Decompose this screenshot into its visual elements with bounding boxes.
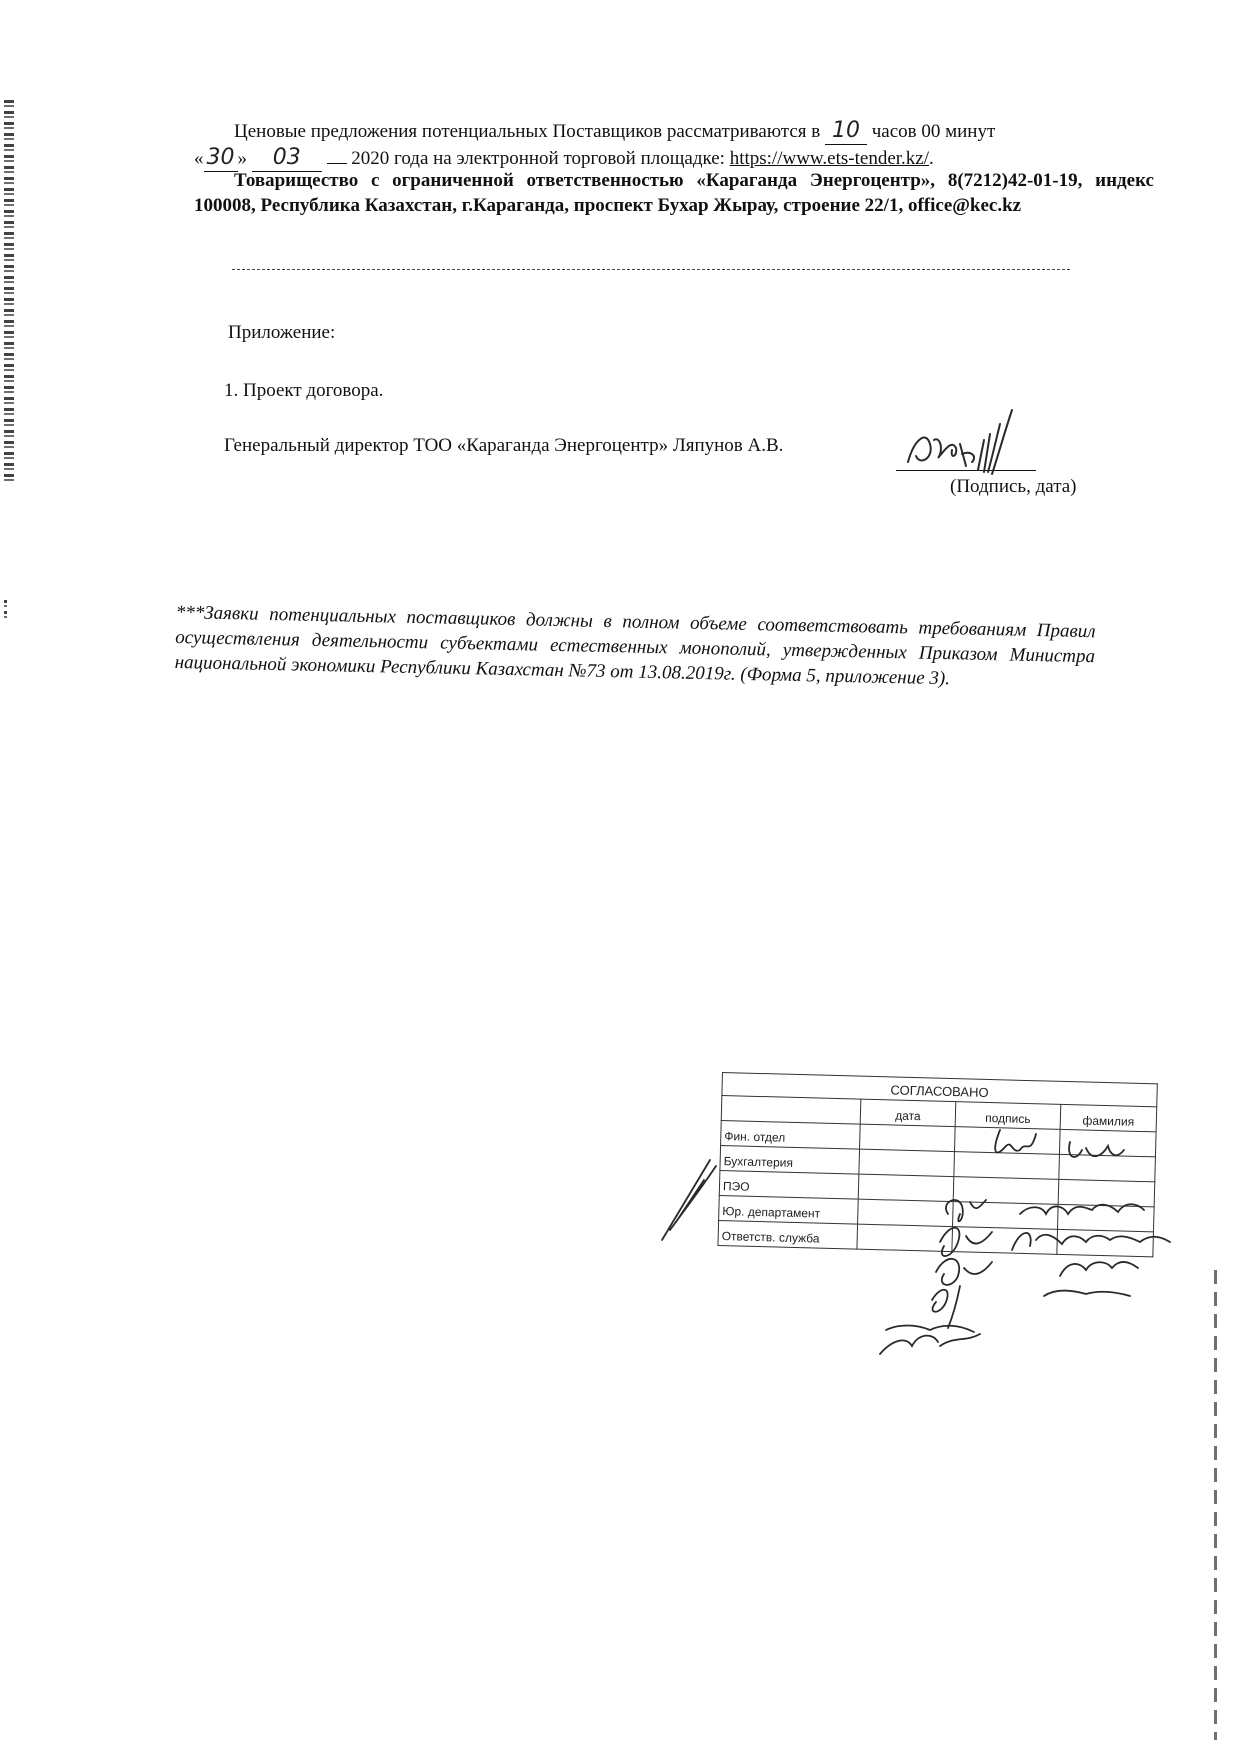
signature-caption: (Подпись, дата) xyxy=(950,476,1077,497)
submission-paragraph xyxy=(194,118,1154,172)
stamp-cell xyxy=(1057,1204,1154,1232)
signatory-line: Генеральный директор ТОО «Караганда Энергоцентр» Ляпунов А.В. xyxy=(224,435,784,456)
stamp-cell xyxy=(1059,1129,1156,1157)
stamp-col-date: дата xyxy=(860,1099,956,1126)
submission-text-year: 2020 года на электронной торговой площадке: xyxy=(351,148,725,169)
stamp-cell xyxy=(953,1177,1059,1205)
stamp-title: СОГЛАСОВАНО xyxy=(722,1073,1157,1107)
footnote-requirements: ***Заявки потенциальных поставщиков должны в полном объеме соответствовать требованиям Правил осуществления деятельности субъектами естественных монополий, утвержденных Приказом Министра национальной экономики Республики Казахстан №73 от 13.08.2019г. (Форма 5, приложение 3). xyxy=(174,601,1096,690)
close-quote: » xyxy=(237,148,247,169)
stamp-row-label: Бухгалтерия xyxy=(720,1145,860,1174)
stamp-cell xyxy=(952,1227,1058,1255)
stamp-col-surname: фамилия xyxy=(1060,1104,1157,1132)
open-quote: « xyxy=(194,148,204,169)
company-details xyxy=(194,168,1154,218)
appendix-title: Приложение: xyxy=(228,322,336,343)
stamp-cell xyxy=(1058,1179,1155,1207)
stamp-cell xyxy=(1059,1154,1156,1182)
signature-line xyxy=(896,470,1036,471)
scan-edge-marks xyxy=(4,100,14,485)
approval-table xyxy=(717,1072,1157,1257)
handwritten-hour: 10 xyxy=(831,118,860,143)
stamp-cell xyxy=(954,1152,1060,1180)
stamp-cell xyxy=(954,1127,1060,1155)
stamp-cell xyxy=(857,1224,953,1251)
submission-text-minutes: часов 00 минут xyxy=(871,121,996,142)
appendix-item: 1. Проект договора. xyxy=(224,380,384,401)
stamp-row-label: Ответств. служба xyxy=(718,1220,858,1249)
director-signature-icon xyxy=(900,400,1060,480)
stamp-cell xyxy=(1057,1229,1154,1257)
stamp-cell xyxy=(953,1202,1059,1230)
sentence-end: . xyxy=(929,148,934,169)
stamp-cell xyxy=(860,1124,956,1151)
tender-url-link[interactable]: https://www.ets-tender.kz/ xyxy=(729,148,929,169)
stamp-col-signature: подпись xyxy=(955,1102,1061,1130)
company-text: Товарищество с ограниченной ответственностью «Караганда Энергоцентр», 8(7212)42-01-19, индекс 100008, Республика Казахстан, г.Караганда, проспект Бухар Жырау, строение 22/1, office@kec.kz xyxy=(194,170,1154,216)
stamp-cell xyxy=(859,1149,955,1176)
stamp-corner-cell xyxy=(721,1096,861,1125)
handwritten-day: 30 xyxy=(206,145,235,170)
stamp-cell xyxy=(858,1174,954,1201)
scan-edge-marks-right xyxy=(1214,1270,1217,1740)
stamp-cell xyxy=(858,1199,954,1226)
stamp-row-label: Фин. отдел xyxy=(721,1120,861,1149)
scan-edge-mark xyxy=(4,600,7,618)
stamp-row-label: ПЭО xyxy=(719,1170,859,1199)
stamp-row-label: Юр. департамент xyxy=(719,1195,859,1224)
approval-stamp xyxy=(717,1072,1157,1257)
handwritten-month: 03 xyxy=(272,145,301,170)
submission-text: Ценовые предложения потенциальных Поставщиков рассматриваются в xyxy=(234,121,821,142)
divider-line xyxy=(232,269,1070,270)
